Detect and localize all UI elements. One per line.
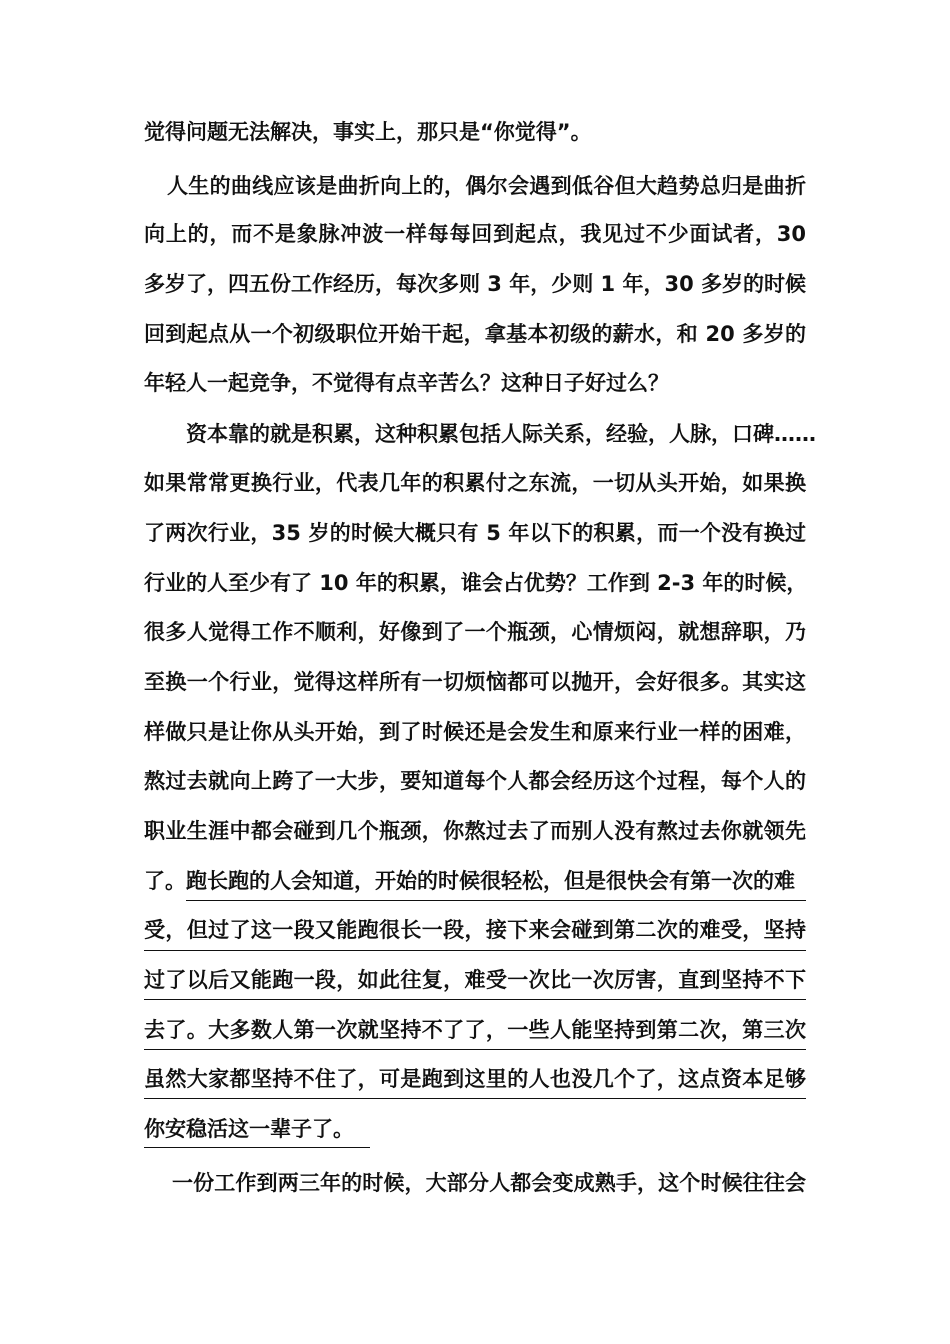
text-line: 如果常常更换行业，代表几年的积累付之东流，一切从头开始，如果换	[144, 471, 806, 495]
text-line: 多岁了，四五份工作经历，每次多则 3 年，少则 1 年，30 多岁的时候	[144, 272, 806, 296]
text-line: 向上的，而不是象脉冲波一样每每回到起点，我见过不少面试者，30	[144, 222, 806, 246]
text-line: 样做只是让你从头开始，到了时候还是会发生和原来行业一样的困难，	[144, 720, 806, 744]
text-line: 职业生涯中都会碰到几个瓶颈，你熬过去了而别人没有熬过去你就领先	[144, 819, 806, 843]
text-line: 一份工作到两三年的时候，大部分人都会变成熟手，这个时候往往会	[172, 1171, 806, 1195]
underlined-line: 你安稳活这一辈子了。	[144, 1117, 354, 1141]
text-line: 觉得问题无法解决，事实上，那只是“你觉得”。	[144, 120, 592, 144]
text-line: 熬过去就向上跨了一大步，要知道每个人都会经历这个过程，每个人的	[144, 769, 806, 793]
underlined-segment: 跑长跑的人会知道，开始的时候很轻松，但是很快会有第一次的难	[186, 869, 795, 893]
underlined-line: 过了以后又能跑一段，如此往复，难受一次比一次厉害，直到坚持不下	[144, 968, 806, 992]
underlined-line: 去了。大多数人第一次就坚持不了了，一些人能坚持到第二次，第三次	[144, 1018, 806, 1042]
text-line: 回到起点从一个初级职位开始干起，拿基本初级的薪水，和 20 多岁的	[144, 322, 806, 346]
underline-rule	[186, 900, 806, 901]
text-segment: 了。	[144, 869, 186, 893]
text-line	[144, 865, 795, 897]
underline-rule	[144, 1098, 806, 1099]
text-line: 很多人觉得工作不顺利，好像到了一个瓶颈，心情烦闷，就想辞职，乃	[144, 620, 806, 644]
underline-rule	[144, 950, 806, 951]
text-line: 人生的曲线应该是曲折向上的，偶尔会遇到低谷但大趋势总归是曲折	[167, 174, 806, 198]
underlined-line: 虽然大家都坚持不住了，可是跑到这里的人也没几个了，这点资本足够	[144, 1067, 806, 1091]
text-line: 年轻人一起竞争，不觉得有点辛苦么？这种日子好过么？	[144, 371, 669, 395]
text-line: 了两次行业，35 岁的时候大概只有 5 年以下的积累，而一个没有换过	[144, 521, 806, 545]
underline-rule	[144, 1049, 806, 1050]
text-line: 行业的人至少有了 10 年的积累，谁会占优势？工作到 2-3 年的时候，	[144, 571, 808, 595]
underline-rule	[144, 999, 806, 1000]
text-line: 资本靠的就是积累，这种积累包括人际关系，经验，人脉，口碑……	[186, 422, 816, 446]
underline-rule	[144, 1147, 370, 1148]
underlined-line: 受，但过了这一段又能跑很长一段，接下来会碰到第二次的难受，坚持	[144, 918, 806, 942]
text-line: 至换一个行业，觉得这样所有一切烦恼都可以抛开，会好很多。其实这	[144, 670, 806, 694]
